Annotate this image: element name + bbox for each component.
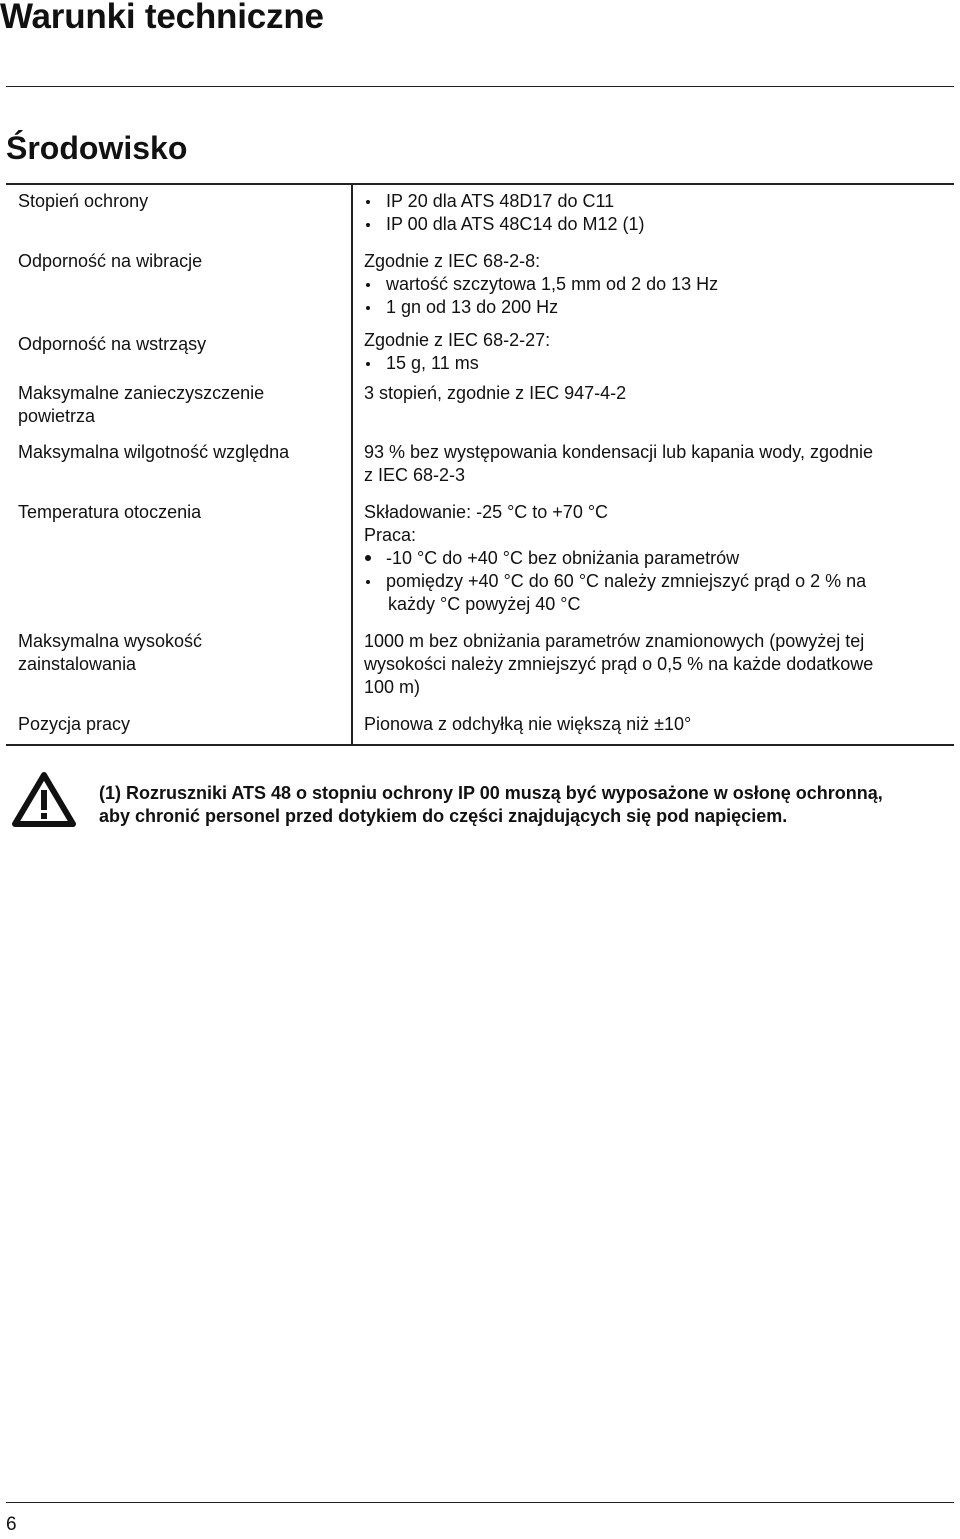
page-number: 6	[6, 1514, 17, 1535]
spec-value-vibration: Zgodnie z IEC 68-2-8: wartość szczytowa 1,5 mm od 2 do 13 Hz 1 gn od 13 do 200 Hz	[364, 251, 719, 317]
spec-label-humidity: Maksymalna wilgotność względna	[18, 442, 290, 462]
bullet-item: 1 gn od 13 do 200 Hz	[364, 296, 718, 319]
bullet-continuation: każdy °C powyżej 40 °C	[388, 594, 581, 614]
spec-value-temperature: Składowanie: -25 °C to +70 °C Praca: -10 °C do +40 °C bez obniżania parametrów pomiędzy +40 °C do 60 °C należy zmniejszyć prąd o 2 % na każdy °C powyżej 40 °C	[364, 502, 867, 614]
spec-value-humidity: 93 % bez występowania kondensacji lub kapania wody, zgodnie z IEC 68-2-3	[364, 442, 873, 485]
spec-value-pollution: 3 stopień, zgodnie z IEC 947-4-2	[364, 383, 627, 403]
spec-value-altitude: 1000 m bez obniżania parametrów znamionowych (powyżej tej wysokości należy zmniejszyć prąd o 0,5 % na każde dodatkowe 100 m)	[364, 631, 874, 697]
spec-label-vibration: Odporność na wibracje	[18, 251, 203, 271]
spec-label-altitude: Maksymalna wysokość zainstalowania	[18, 631, 203, 674]
bullet-item: wartość szczytowa 1,5 mm od 2 do 13 Hz	[364, 273, 718, 296]
bullet-item: 15 g, 11 ms	[364, 352, 550, 375]
column-divider	[351, 185, 353, 744]
spec-value-position: Pionowa z odchyłką nie większą niż ±10°	[364, 714, 692, 734]
spec-value-shock: Zgodnie z IEC 68-2-27: 15 g, 11 ms	[364, 330, 551, 373]
footer-divider	[6, 1502, 954, 1503]
spec-label-shock: Odporność na wstrząsy	[18, 334, 207, 354]
bullet-item: pomiędzy +40 °C do 60 °C należy zmniejszyć prąd o 2 % na	[364, 570, 866, 593]
warning-triangle-icon	[12, 771, 76, 827]
spec-label-protection: Stopień ochrony	[18, 191, 149, 211]
section-title: Środowisko	[6, 130, 188, 166]
bullet-item: IP 00 dla ATS 48C14 do M12 (1)	[364, 213, 645, 236]
page-title: Warunki techniczne	[0, 0, 324, 36]
spec-value-protection	[364, 190, 645, 236]
spec-table	[6, 183, 954, 746]
bullet-item: -10 °C do +40 °C bez obniżania parametrów	[364, 547, 866, 570]
bullet-item: IP 20 dla ATS 48D17 do C11	[364, 190, 645, 213]
spec-label-pollution: Maksymalne zanieczyszczenie powietrza	[18, 383, 265, 426]
title-divider	[6, 86, 954, 87]
spec-label-temperature: Temperatura otoczenia	[18, 502, 202, 522]
spec-label-position: Pozycja pracy	[18, 714, 131, 734]
warning-note: (1) Rozruszniki ATS 48 o stopniu ochrony IP 00 muszą być wyposażone w osłonę ochronną, aby chronić personel przed dotykiem do części znajdujących się pod napięciem.	[99, 783, 883, 826]
